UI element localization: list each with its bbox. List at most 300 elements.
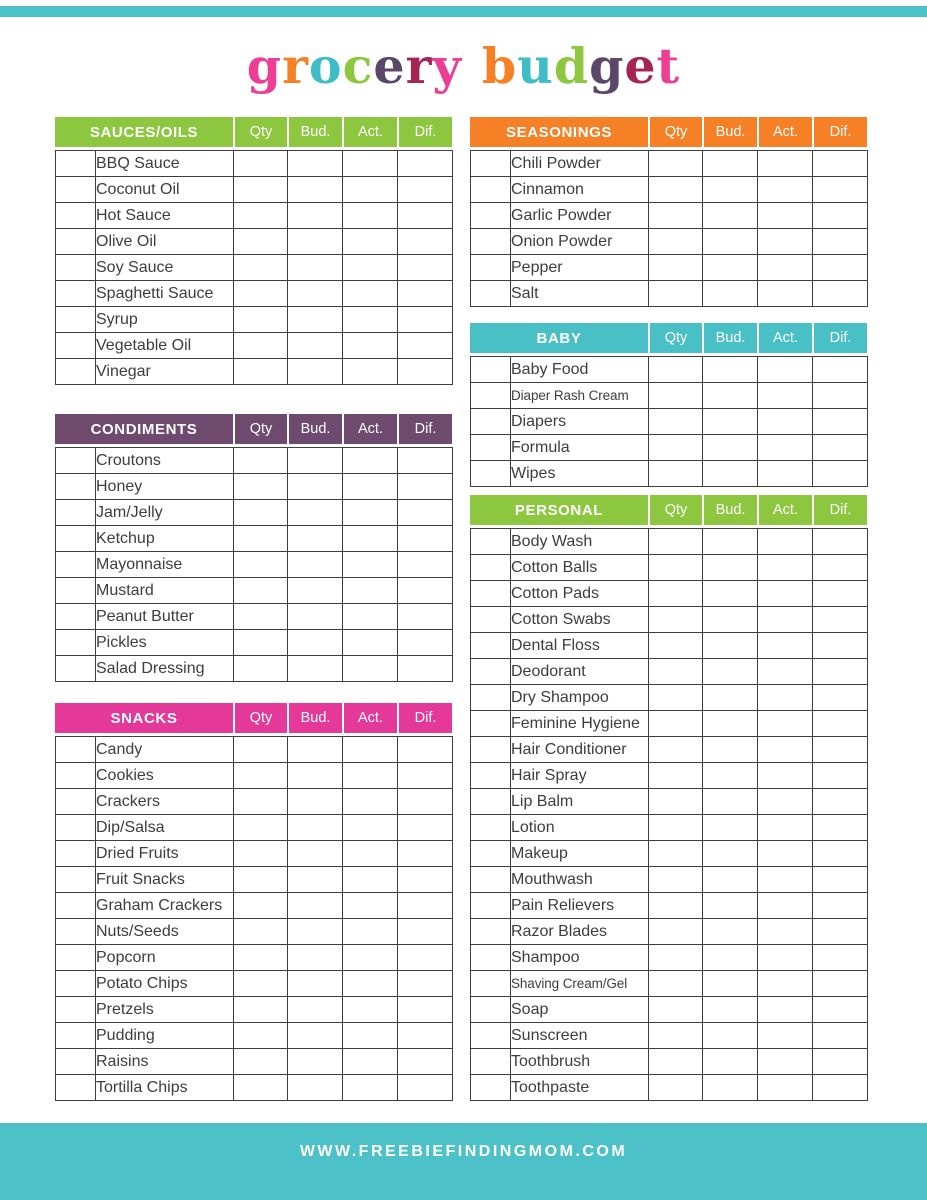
item-name-cell: Hair Spray [511,763,649,789]
check-cell [471,255,511,281]
bud-cell [288,474,343,500]
dif-cell [813,633,868,659]
dif-cell [813,529,868,555]
item-row [471,997,868,1023]
dif-cell [813,255,868,281]
col-header-qty: Qty [648,117,702,147]
check-cell [471,529,511,555]
dif-cell [813,685,868,711]
item-row [471,255,868,281]
act-cell [758,789,813,815]
qty-cell [234,841,288,867]
dif-cell [813,607,868,633]
title-letter: b [481,37,518,95]
qty-cell [234,919,288,945]
act-cell [343,552,398,578]
item-row [56,997,453,1023]
act-cell [343,281,398,307]
item-name-cell: Pain Relievers [511,893,649,919]
act-cell [343,526,398,552]
check-cell [471,971,511,997]
table-title: SAUCES/OILS [89,123,199,141]
qty-cell [234,737,288,763]
dif-cell [813,357,868,383]
check-cell [56,1023,96,1049]
item-name-cell: Deodorant [511,659,649,685]
qty-cell [234,604,288,630]
check-cell [471,229,511,255]
bud-cell [703,763,758,789]
dif-cell [398,448,453,474]
item-row [56,474,453,500]
dif-cell [813,1023,868,1049]
act-cell [343,1075,398,1101]
qty-cell [649,151,703,177]
bud-cell [288,500,343,526]
act-cell [758,685,813,711]
item-name-cell: Dip/Salsa [96,815,234,841]
dif-cell [813,461,868,487]
item-row [471,1023,868,1049]
item-name-cell: Dried Fruits [96,841,234,867]
item-name-cell: Vegetable Oil [96,333,234,359]
bud-cell [288,448,343,474]
item-row [56,789,453,815]
qty-cell [234,448,288,474]
item-row [56,1023,453,1049]
item-name-cell: Chili Powder [511,151,649,177]
table-header-sauces-oils [55,117,452,147]
item-row [471,919,868,945]
bud-cell [288,333,343,359]
bud-cell [703,607,758,633]
act-cell [758,607,813,633]
act-cell [343,151,398,177]
bud-cell [288,815,343,841]
dif-cell [398,656,453,682]
bud-cell [703,789,758,815]
qty-cell [649,1023,703,1049]
table-sauces-oils [55,117,452,385]
item-name-cell: Graham Crackers [96,893,234,919]
item-name-cell: Cotton Balls [511,555,649,581]
col-header-bud: Bud. [287,117,342,147]
check-cell [56,1049,96,1075]
item-row [56,630,453,656]
dif-cell [398,578,453,604]
check-cell [56,919,96,945]
qty-cell [234,526,288,552]
bud-cell [288,656,343,682]
check-cell [56,971,96,997]
qty-cell [649,659,703,685]
dif-cell [398,604,453,630]
check-cell [471,383,511,409]
dif-cell [813,711,868,737]
check-cell [56,1075,96,1101]
footer-url: WWW.FREEBIEFINDINGMOM.COM [299,1143,628,1160]
bud-cell [703,685,758,711]
act-cell [758,1075,813,1101]
bud-cell [288,997,343,1023]
act-cell [343,578,398,604]
table-grid [55,736,453,1101]
title-letter: g [246,37,283,95]
qty-cell [234,578,288,604]
item-name-cell: Razor Blades [511,919,649,945]
dif-cell [398,307,453,333]
col-header-act: Act. [342,703,397,733]
dif-cell [398,526,453,552]
item-row [56,552,453,578]
dif-cell [813,763,868,789]
item-name-cell: Soap [511,997,649,1023]
act-cell [758,255,813,281]
dif-cell [398,763,453,789]
act-cell [343,919,398,945]
table-title: CONDIMENTS [90,420,198,438]
bud-cell [288,203,343,229]
act-cell [758,229,813,255]
check-cell [56,630,96,656]
item-row [471,555,868,581]
act-cell [343,815,398,841]
dif-cell [398,333,453,359]
dif-cell [398,789,453,815]
act-cell [758,203,813,229]
dif-cell [813,1049,868,1075]
item-row [471,461,868,487]
item-name-cell: Toothbrush [511,1049,649,1075]
item-name-cell: Dry Shampoo [511,685,649,711]
act-cell [343,841,398,867]
item-name-cell: Pickles [96,630,234,656]
table-grid [470,528,868,1101]
qty-cell [649,633,703,659]
act-cell [758,659,813,685]
bud-cell [703,971,758,997]
act-cell [343,867,398,893]
check-cell [56,474,96,500]
act-cell [343,448,398,474]
item-name-cell: Wipes [511,461,649,487]
bud-cell [703,151,758,177]
dif-cell [398,1075,453,1101]
bud-cell [703,633,758,659]
item-name-cell: Ketchup [96,526,234,552]
table-grid [55,150,453,385]
col-header-qty: Qty [648,323,702,353]
check-cell [56,307,96,333]
bud-cell [288,919,343,945]
dif-cell [813,789,868,815]
check-cell [471,177,511,203]
qty-cell [649,281,703,307]
item-name-cell: Potato Chips [96,971,234,997]
bud-cell [703,177,758,203]
check-cell [471,893,511,919]
act-cell [343,1023,398,1049]
qty-cell [234,1049,288,1075]
title-letter: u [517,37,554,95]
check-cell [471,151,511,177]
dif-cell [813,867,868,893]
bud-cell [288,630,343,656]
bud-cell [288,552,343,578]
check-cell [471,997,511,1023]
item-row [471,685,868,711]
dif-cell [813,383,868,409]
item-name-cell: Cookies [96,763,234,789]
item-row [471,581,868,607]
bud-cell [288,971,343,997]
title-letter: r [405,37,433,95]
bud-cell [703,461,758,487]
check-cell [56,737,96,763]
check-cell [471,737,511,763]
check-cell [56,945,96,971]
col-header-dif: Dif. [397,703,452,733]
dif-cell [398,359,453,385]
col-header-act: Act. [342,414,397,444]
item-row [56,151,453,177]
check-cell [56,255,96,281]
dif-cell [398,1049,453,1075]
act-cell [758,711,813,737]
act-cell [758,971,813,997]
act-cell [343,255,398,281]
item-name-cell: Raisins [96,1049,234,1075]
qty-cell [649,1075,703,1101]
item-row [56,526,453,552]
bud-cell [288,255,343,281]
col-header-act: Act. [757,117,812,147]
item-name-cell: Spaghetti Sauce [96,281,234,307]
check-cell [56,763,96,789]
act-cell [758,281,813,307]
qty-cell [234,307,288,333]
act-cell [343,789,398,815]
bud-cell [288,229,343,255]
table-title: SNACKS [110,709,178,727]
item-row [471,281,868,307]
title-letter: e [624,37,657,95]
qty-cell [234,893,288,919]
item-name-cell: Pretzels [96,997,234,1023]
qty-cell [649,409,703,435]
col-header-qty: Qty [648,495,702,525]
col-header-dif: Dif. [397,414,452,444]
bud-cell [703,281,758,307]
act-cell [758,1023,813,1049]
check-cell [471,841,511,867]
check-cell [471,1075,511,1101]
bud-cell [288,945,343,971]
item-row [56,763,453,789]
check-cell [471,461,511,487]
bud-cell [288,893,343,919]
item-row [56,737,453,763]
dif-cell [398,893,453,919]
act-cell [343,997,398,1023]
check-cell [56,552,96,578]
table-header-snacks [55,703,452,733]
qty-cell [234,1023,288,1049]
item-name-cell: Dental Floss [511,633,649,659]
qty-cell [649,255,703,281]
item-name-cell: Coconut Oil [96,177,234,203]
item-name-cell: Mouthwash [511,867,649,893]
bud-cell [703,409,758,435]
act-cell [343,474,398,500]
act-cell [343,500,398,526]
act-cell [758,1049,813,1075]
item-row [471,711,868,737]
item-row [471,1049,868,1075]
qty-cell [234,1075,288,1101]
qty-cell [234,229,288,255]
dif-cell [398,997,453,1023]
check-cell [471,789,511,815]
item-row [471,789,868,815]
act-cell [758,945,813,971]
item-name-cell: Feminine Hygiene [511,711,649,737]
item-row [56,656,453,682]
item-row [471,151,868,177]
item-row [56,578,453,604]
item-name-cell: Fruit Snacks [96,867,234,893]
bud-cell [288,604,343,630]
page-title [0,37,927,95]
bud-cell [288,526,343,552]
bud-cell [703,1023,758,1049]
check-cell [56,867,96,893]
col-header-dif: Dif. [812,117,867,147]
item-name-cell: Lotion [511,815,649,841]
col-header-dif: Dif. [812,323,867,353]
dif-cell [813,229,868,255]
act-cell [758,435,813,461]
act-cell [758,763,813,789]
dif-cell [398,229,453,255]
bud-cell [288,867,343,893]
bud-cell [703,581,758,607]
check-cell [471,409,511,435]
act-cell [758,581,813,607]
title-letter: e [373,37,406,95]
qty-cell [649,867,703,893]
item-row [471,229,868,255]
item-row [56,945,453,971]
act-cell [343,604,398,630]
qty-cell [649,815,703,841]
item-row [471,737,868,763]
dif-cell [813,971,868,997]
act-cell [343,656,398,682]
act-cell [758,555,813,581]
col-header-bud: Bud. [702,117,757,147]
dif-cell [813,841,868,867]
dif-cell [813,151,868,177]
item-name-cell: Diaper Rash Cream [511,383,649,409]
act-cell [758,815,813,841]
item-name-cell: Pudding [96,1023,234,1049]
qty-cell [649,997,703,1023]
act-cell [343,630,398,656]
item-row [471,815,868,841]
qty-cell [234,945,288,971]
title-letter: y [432,37,462,95]
qty-cell [649,685,703,711]
item-name-cell: Hair Conditioner [511,737,649,763]
act-cell [343,229,398,255]
dif-cell [813,919,868,945]
bud-cell [703,919,758,945]
check-cell [56,448,96,474]
item-name-cell: BBQ Sauce [96,151,234,177]
item-row [471,867,868,893]
bud-cell [703,867,758,893]
bud-cell [703,1075,758,1101]
col-header-bud: Bud. [287,414,342,444]
qty-cell [649,461,703,487]
item-row [56,919,453,945]
item-row [56,893,453,919]
bud-cell [288,789,343,815]
qty-cell [234,656,288,682]
title-letter: d [553,37,590,95]
act-cell [758,841,813,867]
qty-cell [649,203,703,229]
item-name-cell: Cotton Swabs [511,607,649,633]
item-name-cell: Cinnamon [511,177,649,203]
table-title: BABY [536,329,582,347]
item-name-cell: Diapers [511,409,649,435]
qty-cell [234,815,288,841]
title-letter: g [589,37,625,95]
item-row [56,604,453,630]
table-header-baby [470,323,867,353]
check-cell [56,789,96,815]
check-cell [56,841,96,867]
dif-cell [398,867,453,893]
dif-cell [813,815,868,841]
dif-cell [813,203,868,229]
check-cell [471,867,511,893]
bud-cell [703,229,758,255]
check-cell [471,919,511,945]
item-name-cell: Garlic Powder [511,203,649,229]
qty-cell [649,383,703,409]
check-cell [56,229,96,255]
check-cell [56,500,96,526]
dif-cell [398,500,453,526]
table-grid [470,356,868,487]
bud-cell [288,841,343,867]
dif-cell [398,255,453,281]
col-header-qty: Qty [233,414,287,444]
col-header-act: Act. [757,495,812,525]
item-row [56,359,453,385]
title-letter: t [656,37,681,95]
table-title: PERSONAL [514,501,604,519]
qty-cell [649,177,703,203]
col-header-act: Act. [757,323,812,353]
dif-cell [398,474,453,500]
col-header-bud: Bud. [702,323,757,353]
act-cell [758,633,813,659]
check-cell [56,526,96,552]
